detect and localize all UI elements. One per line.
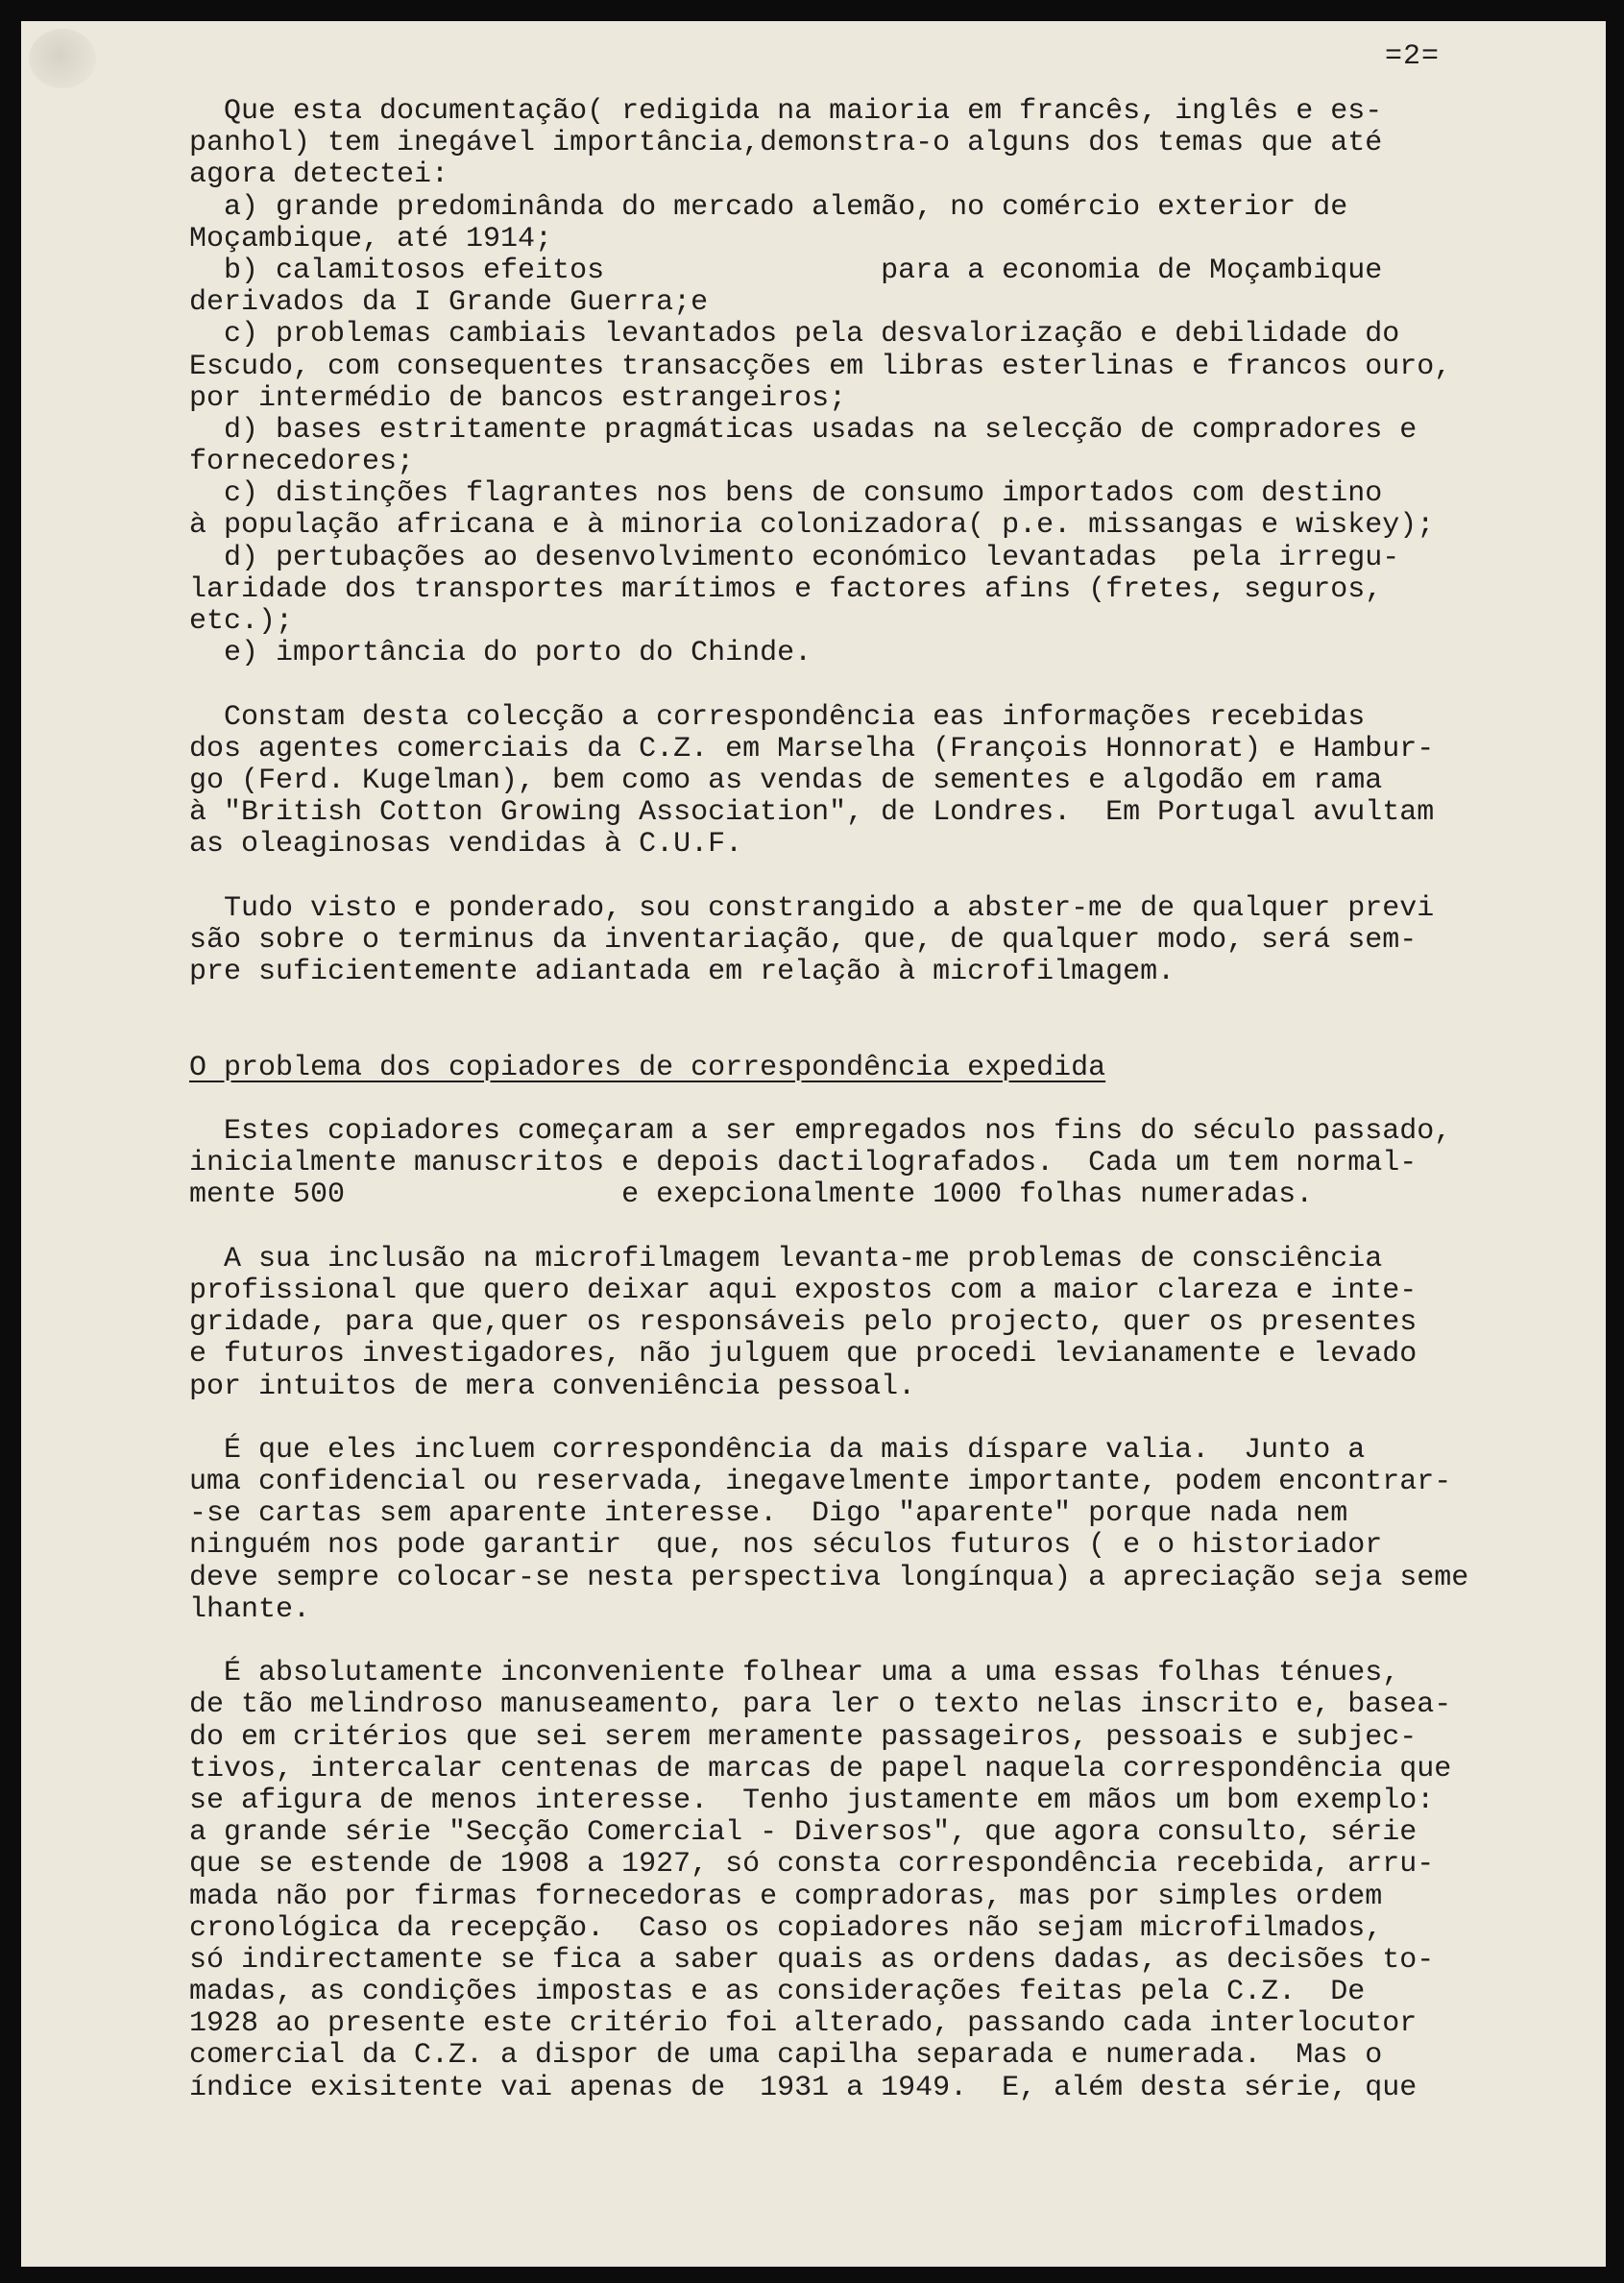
punch-hole-mark <box>29 29 96 88</box>
section-heading-line <box>189 1053 1606 1084</box>
page-number: =2= <box>1385 40 1441 73</box>
text-line: índice exisitente vai apenas de 1931 a 1949. E, além desta série, que <box>189 2071 1418 2104</box>
section-heading: O problema dos copiadores de correspondência expedida <box>189 1051 1106 1084</box>
text-line: É que eles incluem correspondência da mais díspare valia. Junto a <box>189 1433 1366 1467</box>
paragraph-conscience <box>189 1244 1606 1403</box>
text-line: b) calamitosos efeitos para a economia de Moçambique <box>189 254 1383 287</box>
text-line: dos agentes comerciais da C.Z. em Marselha (François Honnorat) e Hambur- <box>189 732 1435 765</box>
text-line: panhol) tem inegável importância,demonstra-o alguns dos temas que até <box>189 127 1383 160</box>
text-line: mada não por firmas fornecedoras e compradoras, mas por simples ordem <box>189 1880 1383 1913</box>
document-page <box>21 21 1606 2267</box>
text-line: só indirectamente se fica a saber quais as ordens dadas, as decisões to- <box>189 1943 1435 1977</box>
text-line: comercial da C.Z. a dispor de uma capilha separada e numerada. Mas o <box>189 2039 1383 2073</box>
text-line: do em critérios que sei serem meramente passageiros, pessoais e subjec- <box>189 1720 1418 1754</box>
text-line: por intermédio de bancos estrangeiros; <box>189 381 847 415</box>
text-line: cronológica da recepção. Caso os copiadores não sejam microfilmados, <box>189 1911 1383 1945</box>
text-line: madas, as condições impostas e as considerações feitas pela C.Z. De <box>189 1976 1366 2009</box>
text-line: são sobre o terminus da inventariação, que, de qualquer modo, será sem- <box>189 923 1418 957</box>
paragraph-themes <box>189 96 1606 669</box>
paragraph-conclusion <box>189 893 1606 989</box>
text-line: d) bases estritamente pragmáticas usadas na selecção de compradores e <box>189 413 1418 447</box>
text-line: Tudo visto e ponderado, sou constrangido a abster-me de qualquer previ <box>189 891 1435 925</box>
text-line: ninguém nos pode garantir que, nos séculos futuros ( e o historiador <box>189 1529 1383 1563</box>
text-line: c) distinções flagrantes nos bens de consumo importados com destino <box>189 477 1383 511</box>
text-line: laridade dos transportes marítimos e factores afins (fretes, seguros, <box>189 572 1383 606</box>
text-line: Constam desta colecção a correspondência eas informações recebidas <box>189 700 1366 734</box>
text-line: Escudo, com consequentes transacções em libras esterlinas e francos ouro, <box>189 350 1452 383</box>
text-line: agora detectei: <box>189 158 449 192</box>
text-line: gridade, para que,quer os responsáveis pelo projecto, quer os presentes <box>189 1306 1418 1340</box>
text-line: c) problemas cambiais levantados pela desvalorização e debilidade do <box>189 318 1400 352</box>
text-line: Moçambique, até 1914; <box>189 222 553 255</box>
text-line: a) grande predominânda do mercado alemão, no comércio exterior de <box>189 190 1348 224</box>
text-line: profissional que quero deixar aqui expostos com a maior clareza e inte- <box>189 1274 1418 1307</box>
text-line: uma confidencial ou reservada, inegavelmente importante, podem encontrar- <box>189 1466 1452 1499</box>
text-line: etc.); <box>189 605 294 638</box>
text-line: de tão melindroso manuseamento, para ler o texto nelas inscrito e, basea- <box>189 1688 1452 1722</box>
text-line: à "British Cotton Growing Association", de Londres. Em Portugal avultam <box>189 796 1435 830</box>
text-line: mente 500 e exepcionalmente 1000 folhas numeradas. <box>189 1178 1314 1212</box>
text-line: se afigura de menos interesse. Tenho justamente em mãos um bom exemplo: <box>189 1784 1435 1817</box>
paragraph-value <box>189 1435 1606 1626</box>
text-line: inicialmente manuscritos e depois dactilografados. Cada um tem normal- <box>189 1147 1418 1180</box>
text-line: e futuros investigadores, não julguem que procedi levianamente e levado <box>189 1338 1418 1372</box>
text-line: que se estende de 1908 a 1927, só consta correspondência recebida, arru- <box>189 1848 1435 1882</box>
paragraph-collection <box>189 702 1606 862</box>
text-line: -se cartas sem aparente interesse. Digo "aparente" porque nada nem <box>189 1497 1348 1531</box>
text-line: fornecedores; <box>189 446 415 479</box>
text-line: A sua inclusão na microfilmagem levanta-me problemas de consciência <box>189 1242 1383 1275</box>
text-line: pre suficientemente adiantada em relação à microfilmagem. <box>189 956 1176 989</box>
text-line: deve sempre colocar-se nesta perspectiva longínqua) a apreciação seja seme <box>189 1561 1469 1594</box>
text-line: 1928 ao presente este critério foi alterado, passando cada interlocutor <box>189 2007 1418 2041</box>
text-line: as oleaginosas vendidas à C.U.F. <box>189 828 743 862</box>
paragraph-inconvenience <box>189 1658 1606 2104</box>
text-line: go (Ferd. Kugelman), bem como as vendas de sementes e algodão em rama <box>189 764 1383 797</box>
text-line: a grande série "Secção Comercial - Diversos", que agora consulto, série <box>189 1816 1418 1850</box>
text-line: e) importância do porto do Chinde. <box>189 637 812 670</box>
text-line: Que esta documentação( redigida na maioria em francês, inglês e es- <box>189 95 1383 128</box>
text-line: lhante. <box>189 1592 311 1626</box>
text-line: derivados da I Grande Guerra;e <box>189 286 709 320</box>
text-line: à população africana e à minoria colonizadora( p.e. missangas e wiskey); <box>189 509 1435 543</box>
body-text <box>189 96 1606 2104</box>
text-line: tivos, intercalar centenas de marcas de papel naquela correspondência que <box>189 1752 1452 1785</box>
text-line: Estes copiadores começaram a ser empregados nos fins do século passado, <box>189 1115 1452 1149</box>
text-line: por intuitos de mera conveniência pessoal. <box>189 1370 916 1403</box>
text-line: É absolutamente inconveniente folhear uma a uma essas folhas ténues, <box>189 1657 1400 1690</box>
paragraph-copiers <box>189 1116 1606 1212</box>
text-line: d) pertubações ao desenvolvimento económico levantadas pela irregu- <box>189 541 1400 574</box>
